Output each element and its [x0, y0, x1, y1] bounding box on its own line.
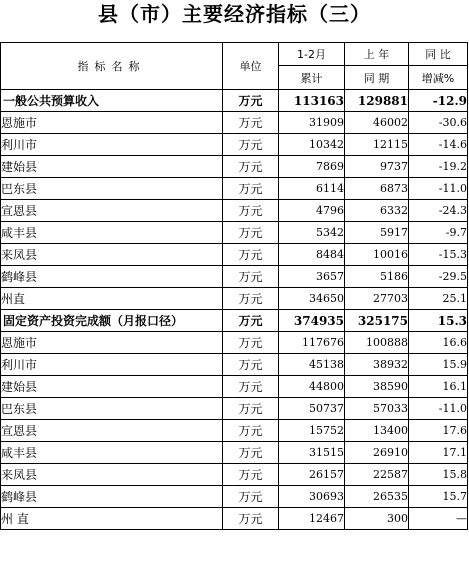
header-same-period: 同 期	[345, 66, 409, 90]
row-last-year-cell: 13400	[345, 420, 409, 442]
header-indicator-name: 指标名称	[1, 43, 223, 90]
row-current-cell: 31515	[279, 442, 345, 464]
row-change-cell: -29.5	[409, 266, 468, 288]
row-last-year-cell: 300	[345, 508, 409, 530]
row-change-cell: -12.9	[409, 90, 468, 112]
row-change-cell: 16.6	[409, 332, 468, 354]
row-unit-cell: 万元	[223, 486, 279, 508]
economic-indicators-table	[0, 42, 468, 530]
table-row	[1, 354, 468, 376]
row-change-cell: -14.6	[409, 134, 468, 156]
row-last-year-cell: 22587	[345, 464, 409, 486]
header-unit: 单位	[223, 43, 279, 90]
table-section-row	[1, 90, 468, 112]
table-section-row	[1, 310, 468, 332]
row-change-cell: 15.9	[409, 354, 468, 376]
row-unit-cell: 万元	[223, 222, 279, 244]
row-name-cell: 宣恩县	[1, 200, 223, 222]
row-unit-cell: 万元	[223, 156, 279, 178]
row-current-cell: 4796	[279, 200, 345, 222]
row-change-cell: -15.3	[409, 244, 468, 266]
page-title: 县（市）主要经济指标（三）	[98, 2, 371, 26]
row-name-cell: 来凤县	[1, 464, 223, 486]
row-last-year-cell: 325175	[345, 310, 409, 332]
table-row	[1, 420, 468, 442]
row-unit-cell: 万元	[223, 464, 279, 486]
row-unit-cell: 万元	[223, 508, 279, 530]
table-row	[1, 200, 468, 222]
row-current-cell: 10342	[279, 134, 345, 156]
row-change-cell: 15.3	[409, 310, 468, 332]
row-unit-cell: 万元	[223, 398, 279, 420]
table-row	[1, 442, 468, 464]
row-change-cell: -24.3	[409, 200, 468, 222]
row-current-cell: 8484	[279, 244, 345, 266]
row-name-cell: 固定资产投资完成额（月报口径）	[1, 310, 223, 332]
row-current-cell: 45138	[279, 354, 345, 376]
row-last-year-cell: 38932	[345, 354, 409, 376]
row-change-cell: 15.8	[409, 464, 468, 486]
table-row	[1, 266, 468, 288]
row-change-cell: 17.1	[409, 442, 468, 464]
table-row	[1, 508, 468, 530]
row-last-year-cell: 5186	[345, 266, 409, 288]
row-change-cell: —	[409, 508, 468, 530]
row-last-year-cell: 38590	[345, 376, 409, 398]
table-row	[1, 376, 468, 398]
row-change-cell: -19.2	[409, 156, 468, 178]
table-body	[1, 90, 468, 530]
row-unit-cell: 万元	[223, 376, 279, 398]
row-name-cell: 咸丰县	[1, 222, 223, 244]
row-last-year-cell: 26910	[345, 442, 409, 464]
table-row	[1, 288, 468, 310]
row-current-cell: 113163	[279, 90, 345, 112]
row-unit-cell: 万元	[223, 442, 279, 464]
row-unit-cell: 万元	[223, 310, 279, 332]
row-change-cell: 17.6	[409, 420, 468, 442]
row-unit-cell: 万元	[223, 200, 279, 222]
row-name-cell: 恩施市	[1, 112, 223, 134]
row-last-year-cell: 12115	[345, 134, 409, 156]
table-row	[1, 134, 468, 156]
row-name-cell: 利川市	[1, 134, 223, 156]
table-row	[1, 464, 468, 486]
row-unit-cell: 万元	[223, 244, 279, 266]
table-header	[1, 43, 468, 90]
row-current-cell: 117676	[279, 332, 345, 354]
row-last-year-cell: 10016	[345, 244, 409, 266]
row-last-year-cell: 46002	[345, 112, 409, 134]
row-name-cell: 巴东县	[1, 398, 223, 420]
row-current-cell: 34650	[279, 288, 345, 310]
row-current-cell: 6114	[279, 178, 345, 200]
table-row	[1, 112, 468, 134]
row-name-cell: 建始县	[1, 156, 223, 178]
row-current-cell: 3657	[279, 266, 345, 288]
row-current-cell: 5342	[279, 222, 345, 244]
row-change-cell: 25.1	[409, 288, 468, 310]
header-last-year: 上 年	[345, 43, 409, 66]
row-name-cell: 鹤峰县	[1, 266, 223, 288]
row-unit-cell: 万元	[223, 332, 279, 354]
row-last-year-cell: 9737	[345, 156, 409, 178]
row-current-cell: 12467	[279, 508, 345, 530]
table-row	[1, 244, 468, 266]
row-name-cell: 来凤县	[1, 244, 223, 266]
row-unit-cell: 万元	[223, 354, 279, 376]
row-last-year-cell: 6332	[345, 200, 409, 222]
table-row	[1, 156, 468, 178]
row-name-cell: 恩施市	[1, 332, 223, 354]
row-last-year-cell: 5917	[345, 222, 409, 244]
row-unit-cell: 万元	[223, 178, 279, 200]
row-change-cell: 16.1	[409, 376, 468, 398]
row-current-cell: 30693	[279, 486, 345, 508]
row-name-cell: 州直	[1, 288, 223, 310]
header-yoy: 同 比	[409, 43, 468, 66]
row-current-cell: 31909	[279, 112, 345, 134]
row-last-year-cell: 26535	[345, 486, 409, 508]
row-current-cell: 374935	[279, 310, 345, 332]
row-change-cell: -9.7	[409, 222, 468, 244]
row-name-cell: 宣恩县	[1, 420, 223, 442]
row-name-cell: 建始县	[1, 376, 223, 398]
row-current-cell: 44800	[279, 376, 345, 398]
row-unit-cell: 万元	[223, 90, 279, 112]
table-row	[1, 178, 468, 200]
row-name-cell: 巴东县	[1, 178, 223, 200]
row-unit-cell: 万元	[223, 288, 279, 310]
row-last-year-cell: 27703	[345, 288, 409, 310]
row-change-cell: -30.6	[409, 112, 468, 134]
header-change-percent: 增减%	[409, 66, 468, 90]
row-unit-cell: 万元	[223, 134, 279, 156]
row-last-year-cell: 6873	[345, 178, 409, 200]
row-name-cell: 州 直	[1, 508, 223, 530]
row-current-cell: 15752	[279, 420, 345, 442]
row-name-cell: 咸丰县	[1, 442, 223, 464]
row-last-year-cell: 100888	[345, 332, 409, 354]
row-name-cell: 一般公共预算收入	[1, 90, 223, 112]
row-current-cell: 50737	[279, 398, 345, 420]
row-change-cell: -11.0	[409, 398, 468, 420]
row-current-cell: 7869	[279, 156, 345, 178]
row-name-cell: 利川市	[1, 354, 223, 376]
row-current-cell: 26157	[279, 464, 345, 486]
header-current-period: 1-2月	[279, 43, 345, 66]
row-last-year-cell: 57033	[345, 398, 409, 420]
header-cumulative: 累计	[279, 66, 345, 90]
row-name-cell: 鹤峰县	[1, 486, 223, 508]
row-last-year-cell: 129881	[345, 90, 409, 112]
table-row	[1, 222, 468, 244]
table-row	[1, 332, 468, 354]
row-change-cell: -11.0	[409, 178, 468, 200]
row-unit-cell: 万元	[223, 112, 279, 134]
table-row	[1, 486, 468, 508]
row-unit-cell: 万元	[223, 266, 279, 288]
table-row	[1, 398, 468, 420]
row-unit-cell: 万元	[223, 420, 279, 442]
row-change-cell: 15.7	[409, 486, 468, 508]
